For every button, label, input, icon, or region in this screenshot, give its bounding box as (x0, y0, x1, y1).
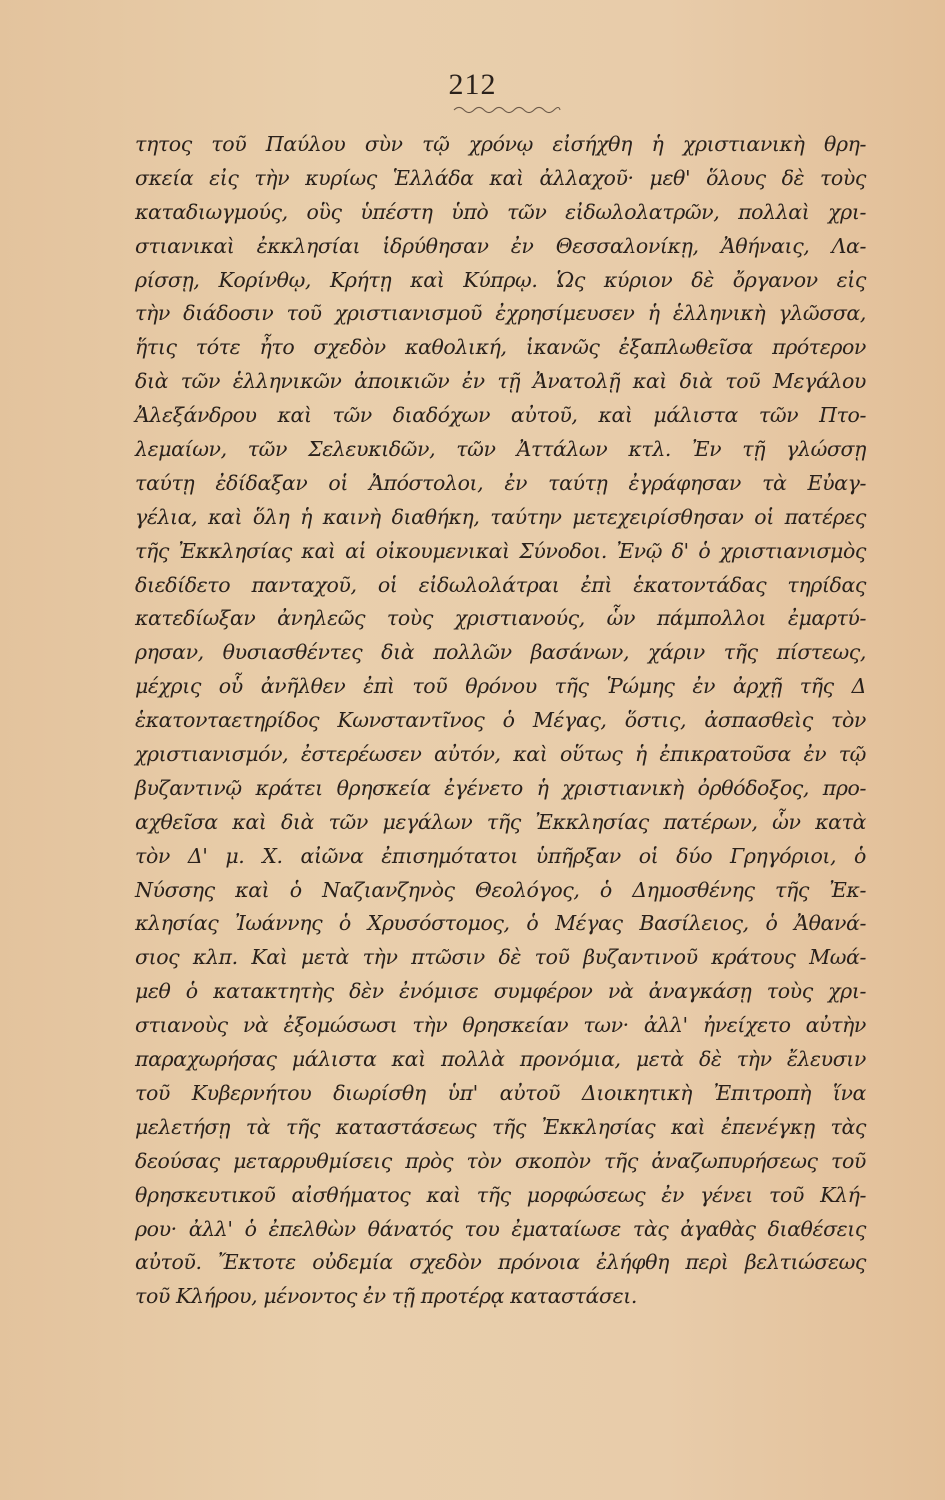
text-line: σιος κλπ. Καὶ μετὰ τὴν πτῶσιν δὲ τοῦ βυζαντινοῦ κράτους Μωά- (135, 945, 866, 970)
text-line: κατεδίωξαν ἀνηλεῶς τοὺς χριστιανούς, ὧν πάμπολλοι ἐμαρτύ- (135, 606, 866, 631)
text-line: Ἀλεξάνδρου καὶ τῶν διαδόχων αὐτοῦ, καὶ μάλιστα τῶν Πτο- (135, 403, 866, 428)
text-line: τοῦ Κυβερνήτου διωρίσθη ὑπ' αὐτοῦ Διοικητικὴ Ἐπιτροπὴ ἵνα (135, 1080, 866, 1105)
text-line: αὐτοῦ. Ἔκτοτε οὐδεμία σχεδὸν πρόνοια ἐλήφθη περὶ βελτιώσεως (135, 1250, 866, 1275)
text-line: τοῦ Κλήρου, μένοντος ἐν τῇ προτέρᾳ καταστάσει. (135, 1284, 637, 1309)
text-line: τὴν διάδοσιν τοῦ χριστιανισμοῦ ἐχρησίμευσεν ἡ ἑλληνικὴ γλῶσσα, (135, 301, 866, 326)
text-line: ταύτῃ ἐδίδαξαν οἱ Ἀπόστολοι, ἐν ταύτῃ ἐγράφησαν τὰ Εὐαγ- (135, 470, 866, 495)
text-line: θρησκευτικοῦ αἰσθήματος καὶ τῆς μορφώσεως ἐν γένει τοῦ Κλή- (135, 1182, 866, 1207)
wavy-rule-ornament-icon (452, 104, 562, 116)
text-line: δεούσας μεταρρυθμίσεις πρὸς τὸν σκοπὸν τῆς ἀναζωπυρήσεως τοῦ (135, 1148, 866, 1173)
text-line: μεθ ὁ κατακτητὴς δὲν ἐνόμισε συμφέρον νὰ ἀναγκάσῃ τοὺς χρι- (135, 979, 866, 1004)
text-line: κλησίας Ἰωάννης ὁ Χρυσόστομος, ὁ Μέγας Βασίλειος, ὁ Ἀθανά- (135, 911, 866, 936)
text-line: τὸν Δ' μ. Χ. αἰῶνα ἐπισημότατοι ὑπῆρξαν οἱ δύο Γρηγόριοι, ὁ (135, 843, 866, 868)
text-line: βυζαντινῷ κράτει θρησκεία ἐγένετο ἡ χριστιανικὴ ὀρθόδοξος, προ- (135, 775, 866, 800)
text-line: λεμαίων, τῶν Σελευκιδῶν, τῶν Ἀττάλων κτλ. Ἐν τῇ γλώσσῃ (135, 437, 866, 462)
text-line: στιανοὺς νὰ ἐξομώσωσι τὴν θρησκείαν των· ἀλλ' ἠνείχετο αὐτὴν (135, 1013, 866, 1038)
body-text (135, 128, 866, 1314)
text-line: μέχρις οὗ ἀνῆλθεν ἐπὶ τοῦ θρόνου τῆς Ῥώμης ἐν ἀρχῇ τῆς Δ (135, 674, 866, 699)
page-number: 212 (448, 68, 497, 101)
text-line: τητος τοῦ Παύλου σὺν τῷ χρόνῳ εἰσήχθη ἡ χριστιανικὴ θρη- (135, 132, 866, 156)
text-line: Νύσσης καὶ ὁ Ναζιανζηνὸς Θεολόγος, ὁ Δημοσθένης τῆς Ἐκ- (135, 877, 866, 902)
text-line: στιανικαὶ ἐκκλησίαι ἱδρύθησαν ἐν Θεσσαλονίκῃ, Ἀθήναις, Λα- (135, 233, 866, 258)
text-line: τῆς Ἐκκλησίας καὶ αἱ οἰκουμενικαὶ Σύνοδοι. Ἐνῷ δ' ὁ χριστιανισμὸς (135, 538, 866, 563)
text-line: ἑκατονταετηρίδος Κωνσταντῖνος ὁ Μέγας, ὅστις, ἀσπασθεὶς τὸν (135, 708, 866, 733)
text-line: γέλια, καὶ ὅλη ἡ καινὴ διαθήκη, ταύτην μετεχειρίσθησαν οἱ πατέρες (135, 504, 866, 529)
text-line: χριστιανισμόν, ἐστερέωσεν αὐτόν, καὶ οὕτως ἡ ἐπικρατοῦσα ἐν τῷ (135, 742, 866, 767)
text-line: σκεία εἰς τὴν κυρίως Ἑλλάδα καὶ ἀλλαχοῦ· μεθ' ὅλους δὲ τοὺς (135, 165, 866, 190)
text-line: ρησαν, θυσιασθέντες διὰ πολλῶν βασάνων, χάριν τῆς πίστεως, (135, 640, 866, 665)
text-line: μελετήσῃ τὰ τῆς καταστάσεως τῆς Ἐκκλησίας καὶ ἐπενέγκῃ τὰς (135, 1114, 866, 1139)
text-line: διὰ τῶν ἑλληνικῶν ἀποικιῶν ἐν τῇ Ἀνατολῇ καὶ διὰ τοῦ Μεγάλου (135, 369, 866, 394)
text-line: ἥτις τότε ἦτο σχεδὸν καθολική, ἱκανῶς ἐξαπλωθεῖσα πρότερον (135, 335, 866, 360)
text-line: διεδίδετο πανταχοῦ, οἱ εἰδωλολάτραι ἐπὶ ἑκατοντάδας τηρίδας (135, 572, 866, 597)
text-line: παραχωρήσας μάλιστα καὶ πολλὰ προνόμια, μετὰ δὲ τὴν ἔλευσιν (135, 1047, 866, 1072)
text-line: αχθεῖσα καὶ διὰ τῶν μεγάλων τῆς Ἐκκλησίας πατέρων, ὧν κατὰ (135, 809, 866, 834)
text-line: καταδιωγμούς, οὓς ὑπέστη ὑπὸ τῶν εἰδωλολατρῶν, πολλαὶ χρι- (135, 199, 866, 224)
text-line: ρίσσῃ, Κορίνθῳ, Κρήτῃ καὶ Κύπρῳ. Ὡς κύριον δὲ ὄργανον εἰς (135, 267, 866, 292)
text-line: ρου· ἀλλ' ὁ ἐπελθὼν θάνατός του ἐματαίωσε τὰς ἀγαθὰς διαθέσεις (135, 1216, 866, 1241)
